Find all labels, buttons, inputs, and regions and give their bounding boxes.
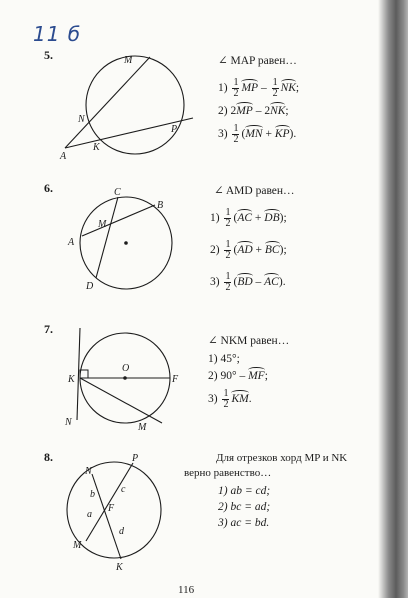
problem-8-number: 8. — [44, 450, 53, 464]
page-number: 116 — [178, 584, 195, 596]
problem-6-option-3: 3) $\frac{1}{2}$ (BD – AC). — [210, 271, 286, 293]
p7-label-N: N — [65, 417, 72, 428]
p6-label-C: C — [114, 187, 121, 198]
problem-6-option-2: 2) $\frac{1}{2}$ (AD + BC); — [210, 239, 287, 261]
problem-5-option-2: 2) 2MP – 2NK; — [218, 105, 289, 117]
p8-label-M: M — [73, 540, 82, 551]
problem-7-option-3: 3) $\frac{1}{2}$ KM. — [208, 388, 252, 410]
p6-label-A: A — [68, 237, 75, 248]
p8-label-K: K — [116, 562, 123, 573]
problem-8-question-line-1: Для отрезков хорд MP и NK — [216, 452, 348, 464]
p8-label-d: d — [119, 526, 124, 537]
problem-8-option-1: 1) ab = cd; — [218, 485, 271, 497]
p7-label-F: F — [172, 374, 179, 385]
p8-label-b: b — [90, 489, 95, 500]
problem-8-option-2: 2) bc = ad; — [218, 501, 271, 513]
p8-label-c: c — [121, 484, 126, 495]
p5-label-A: A — [60, 151, 67, 162]
p6-label-M: M — [98, 219, 107, 230]
problem-5-question: ∠ MAP равен… — [218, 55, 297, 67]
p6-label-B: B — [157, 200, 164, 211]
problem-7-number: 7. — [44, 322, 53, 336]
p5-label-M: M — [124, 55, 133, 66]
p8-label-a: a — [87, 509, 92, 520]
problem-6-number: 6. — [44, 181, 53, 195]
p7-label-O: O — [122, 363, 130, 374]
p8-label-F: F — [108, 503, 115, 514]
problem-5-option-3: 3) $\frac{1}{2}$ (MN + KP). — [218, 123, 297, 145]
p8-label-N: N — [85, 466, 92, 477]
p7-label-K: K — [68, 374, 75, 385]
p5-label-P: P — [171, 124, 178, 135]
problem-7-option-1: 1) 45°; — [208, 353, 240, 365]
problem-5-number: 5. — [44, 48, 53, 62]
problem-6-option-1: 1) $\frac{1}{2}$ (AC + DB); — [210, 207, 287, 229]
problem-5-option-1: 1) $\frac{1}{2}$ MP – $\frac{1}{2}$ NK; — [218, 77, 300, 99]
p5-label-K: K — [93, 142, 100, 153]
p5-label-N: N — [78, 114, 85, 125]
p8-label-P: P — [132, 453, 139, 464]
problem-8-option-3: 3) ac = bd. — [218, 517, 270, 529]
handwritten-mark: 11 б — [33, 22, 82, 46]
problem-7-question: ∠ NKM равен… — [208, 335, 290, 347]
problem-8-question-line-2: верно равенство… — [184, 467, 272, 479]
problem-7-option-2: 2) 90° – MF; — [208, 370, 268, 382]
p7-label-M: M — [138, 422, 147, 433]
problem-6-question: ∠ AMD равен… — [214, 185, 295, 197]
p6-label-D: D — [86, 281, 94, 292]
